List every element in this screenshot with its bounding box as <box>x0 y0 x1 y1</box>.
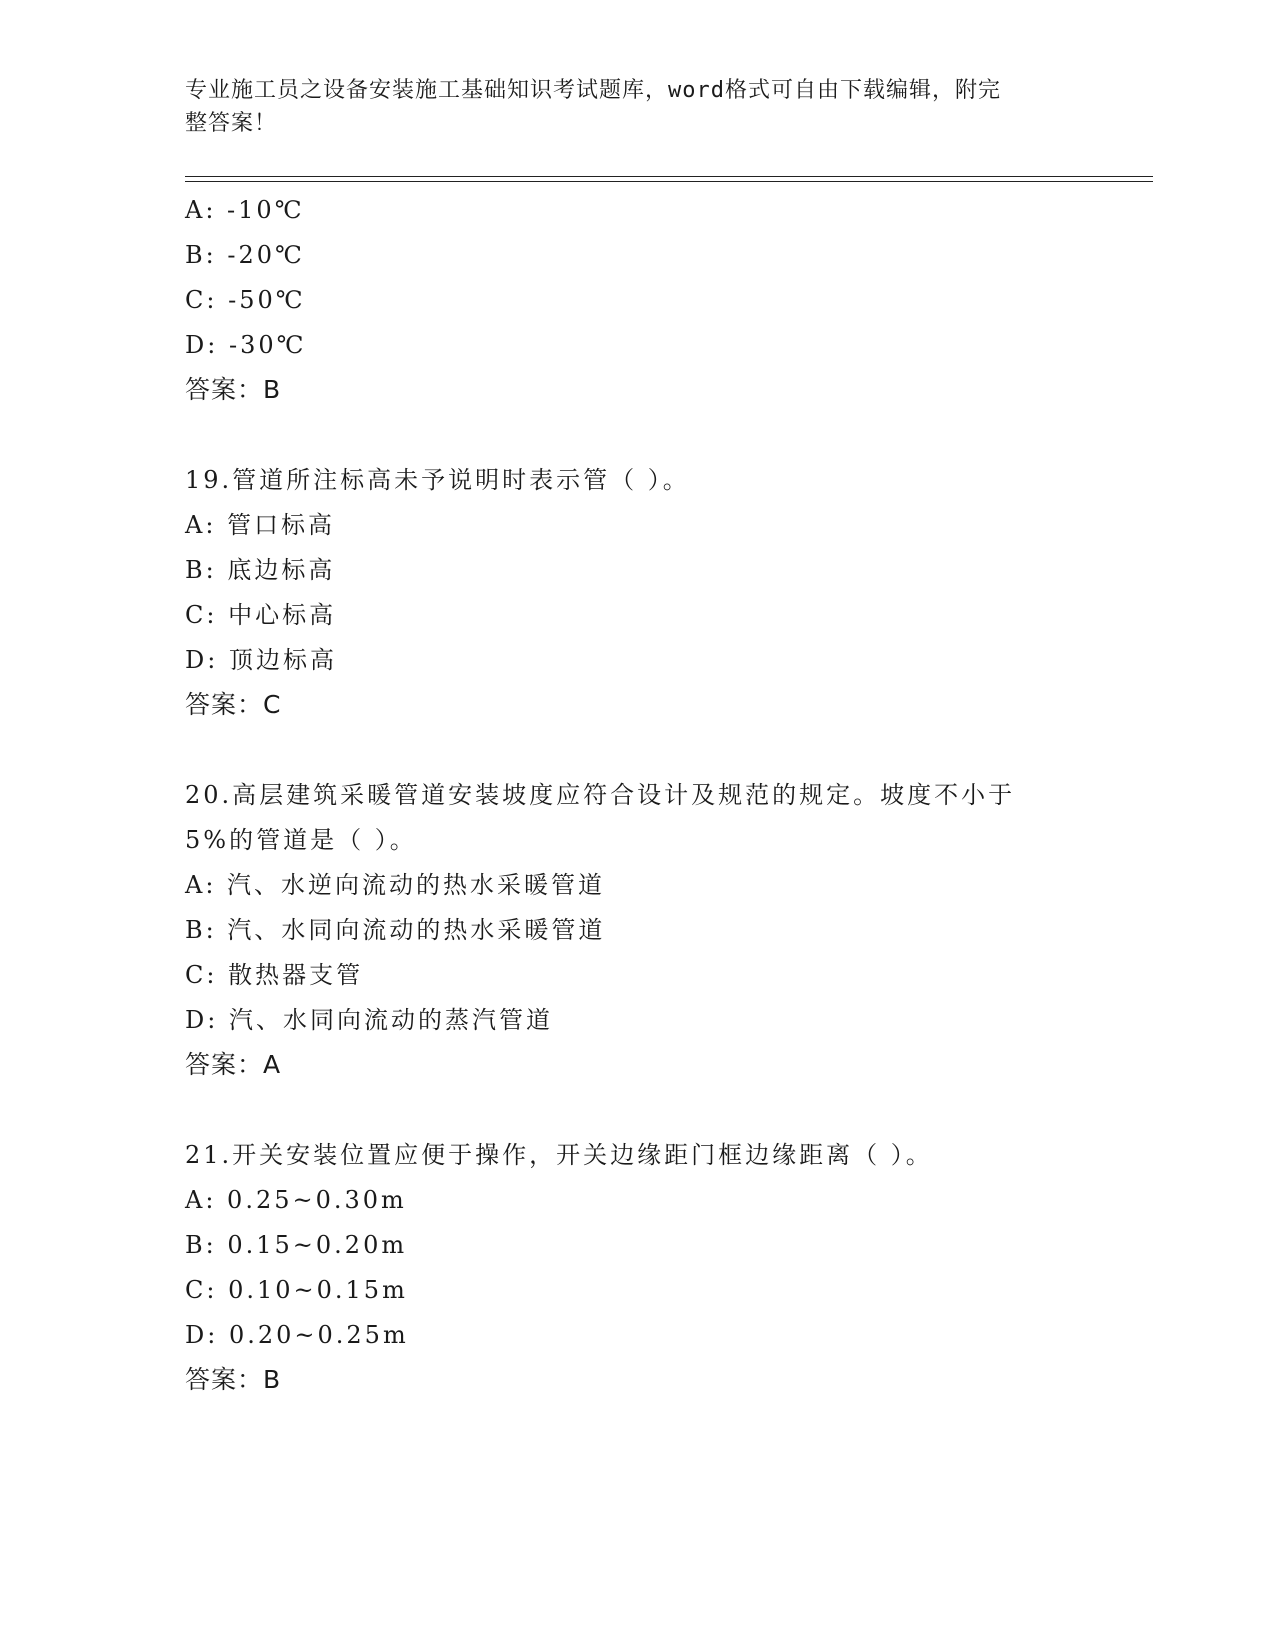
q20-option-d: D: 汽、水同向流动的蒸汽管道 <box>185 1006 553 1034</box>
q19-question: 19.管道所注标高未予说明时表示管（ ）。 <box>185 466 690 494</box>
header-line-1: 专业施工员之设备安装施工基础知识考试题库，word格式可自由下载编辑，附完 <box>185 78 1001 103</box>
document-header <box>185 74 1065 140</box>
q20-option-a: A: 汽、水逆向流动的热水采暖管道 <box>185 871 606 899</box>
q19-option-a: A: 管口标高 <box>185 511 336 539</box>
q19-option-b: B: 底边标高 <box>185 556 336 584</box>
q20-option-b: B: 汽、水同向流动的热水采暖管道 <box>185 916 606 944</box>
q21-option-b: B: 0.15~0.20m <box>185 1231 408 1259</box>
q19-option-c: C: 中心标高 <box>185 601 337 629</box>
q21-question: 21.开关安装位置应便于操作，开关边缘距门框边缘距离（ ）。 <box>185 1141 933 1169</box>
q20-answer: 答案：A <box>185 1050 282 1079</box>
q18-option-a: A: -10℃ <box>185 196 305 224</box>
q21-option-d: D: 0.20~0.25m <box>185 1321 409 1349</box>
q21-answer: 答案：B <box>185 1365 282 1394</box>
q18-option-b: B: -20℃ <box>185 241 305 269</box>
q19-option-d: D: 顶边标高 <box>185 646 337 674</box>
q18-option-d: D: -30℃ <box>185 331 307 359</box>
header-rule-bottom <box>185 181 1153 182</box>
header-rule-top <box>185 176 1153 177</box>
q20-question-line-2: 5%的管道是（ ）。 <box>185 826 417 854</box>
header-line-2: 整答案！ <box>185 111 278 136</box>
q20-question-line-1: 20.高层建筑采暖管道安装坡度应符合设计及规范的规定。坡度不小于 <box>185 781 1016 809</box>
q18-answer: 答案：B <box>185 375 282 404</box>
q20-option-c: C: 散热器支管 <box>185 961 364 989</box>
q19-answer: 答案：C <box>185 690 282 719</box>
q21-option-a: A: 0.25~0.30m <box>185 1186 407 1214</box>
q21-option-c: C: 0.10~0.15m <box>185 1276 408 1304</box>
q18-option-c: C: -50℃ <box>185 286 306 314</box>
